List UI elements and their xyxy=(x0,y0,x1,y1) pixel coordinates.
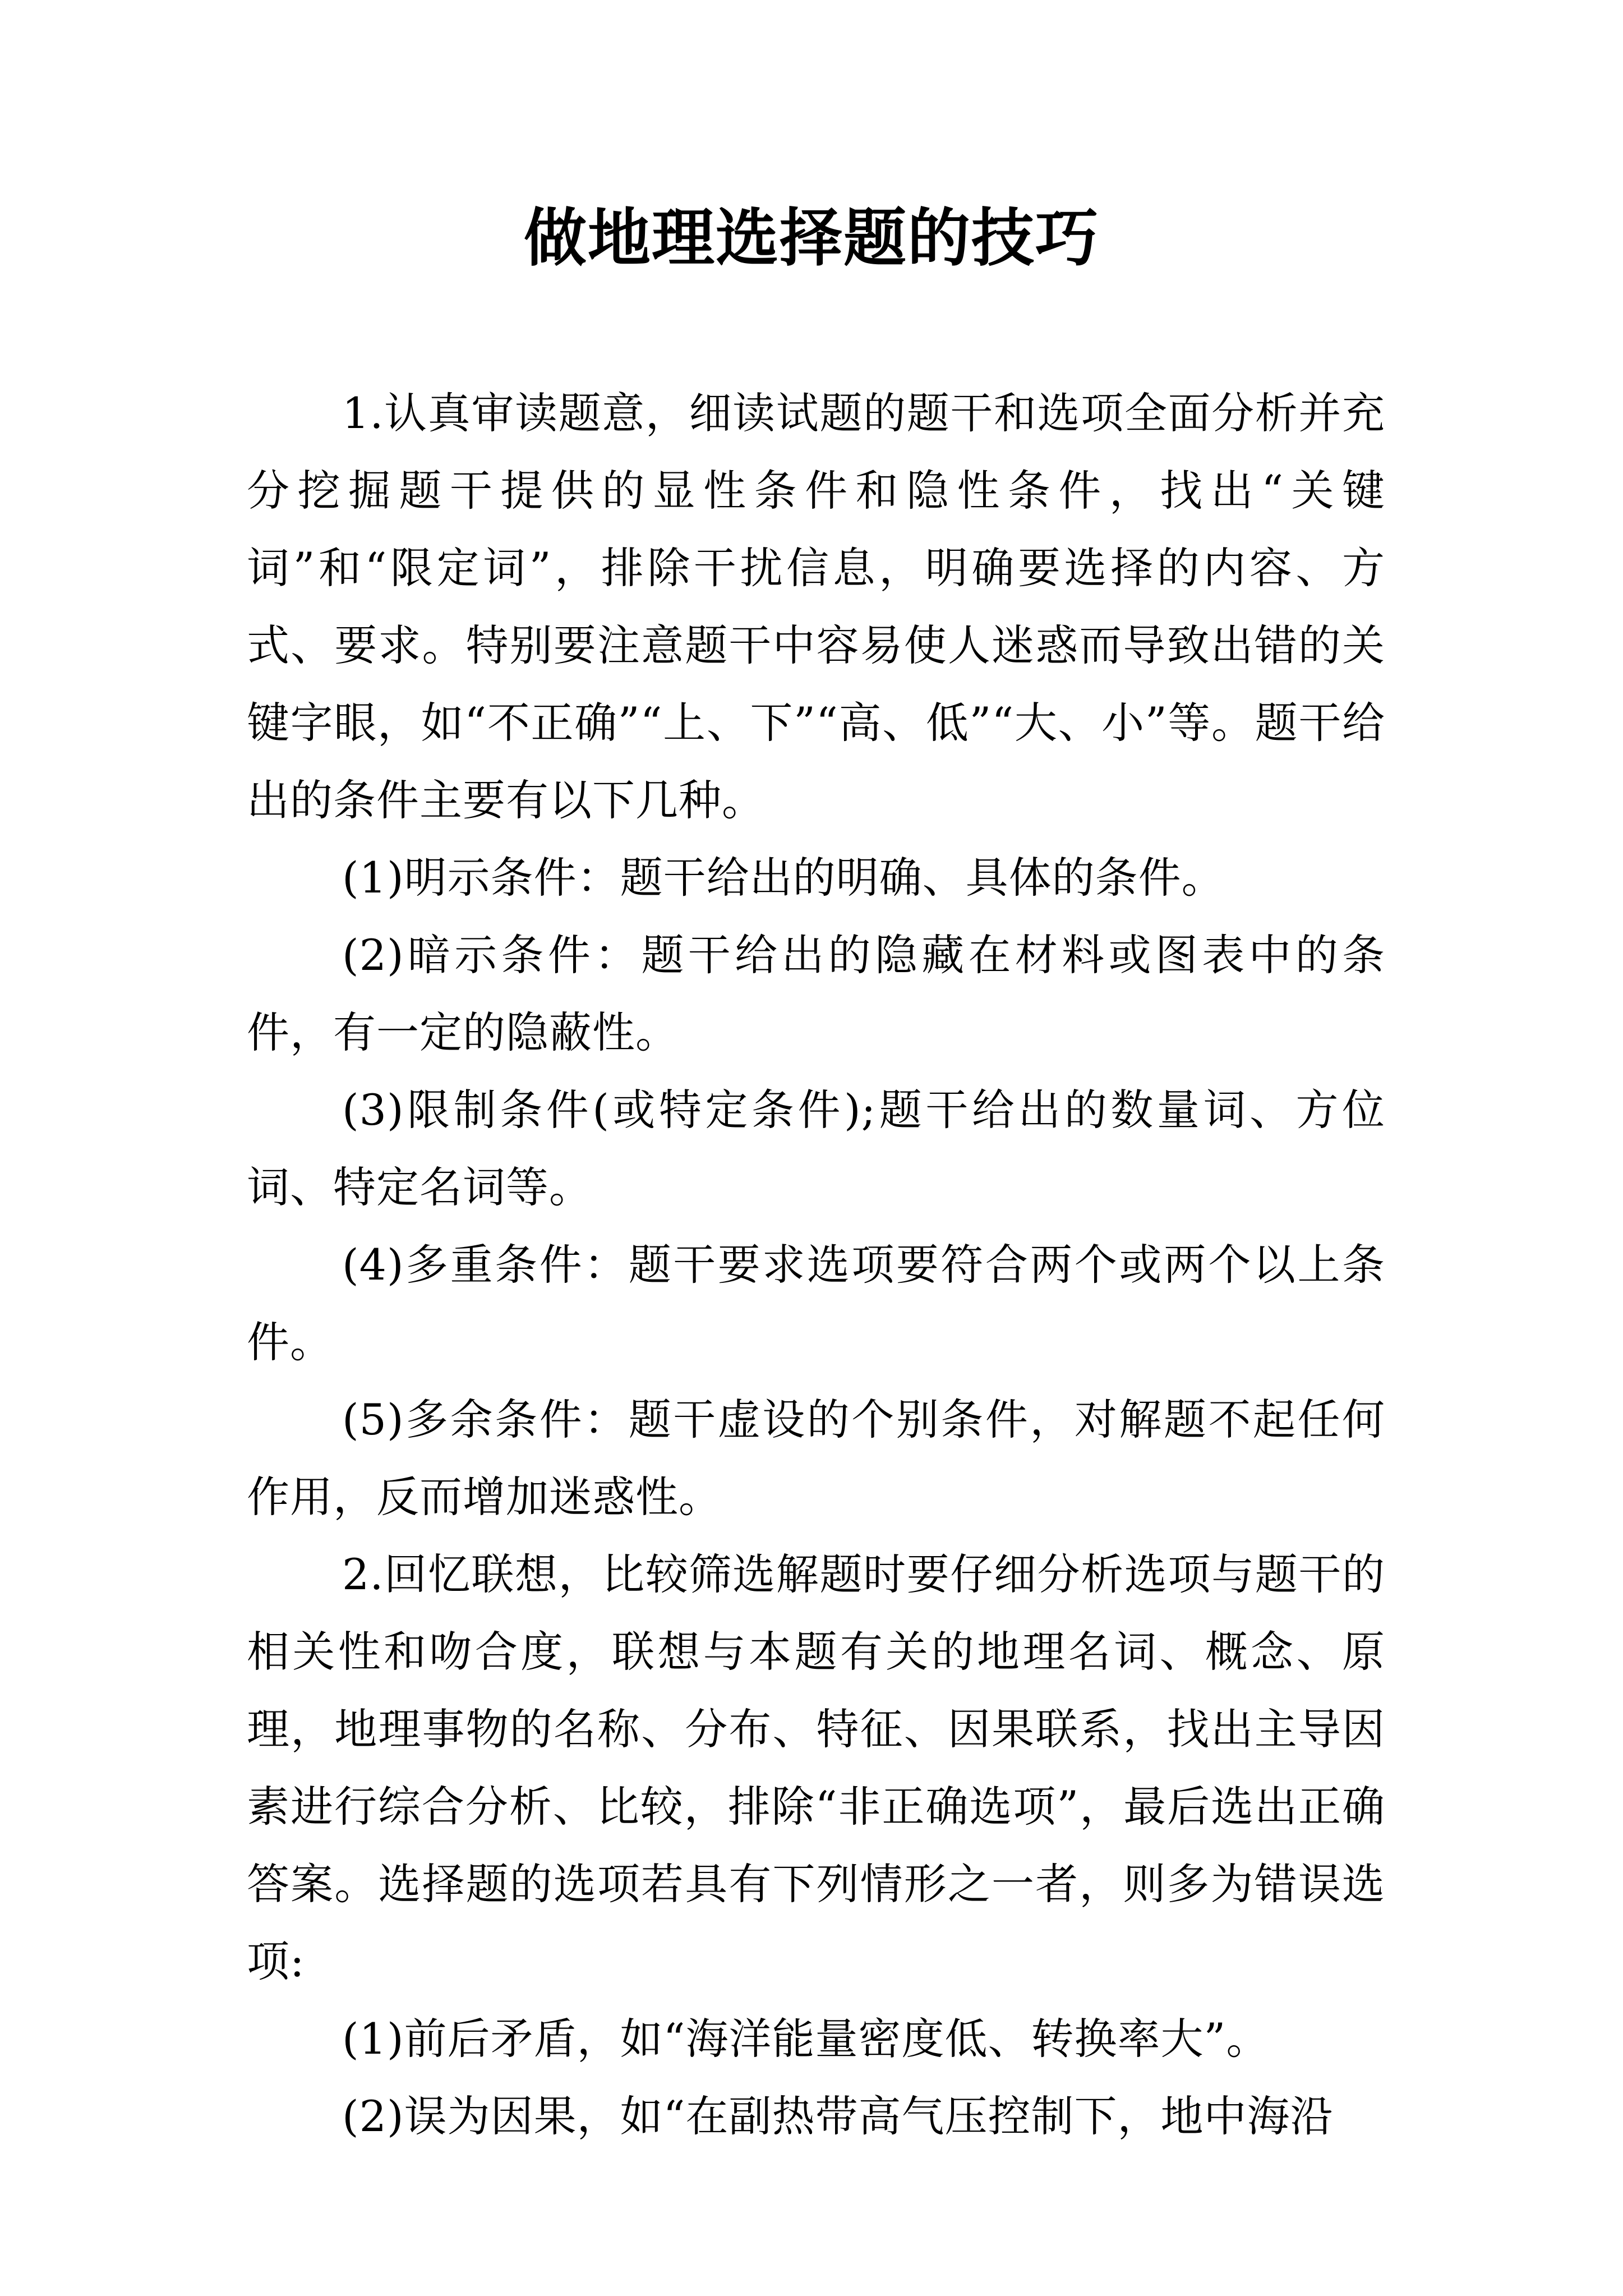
paragraph-2: 2.回忆联想，比较筛选解题时要仔细分析选项与题干的相关性和吻合度，联想与本题有关的地理名词、概念、原理，地理事物的名称、分布、特征、因果联系，找出主导因素进行综合分析、比较，排除“非正确选项”，最后选出正确答案。选择题的选项若具有下列情形之一者，则多为错误选项: xyxy=(247,1549,1385,1986)
paragraph-condition-2: (2)暗示条件：题干给出的隐藏在材料或图表中的条件，有一定的隐蔽性。 xyxy=(247,930,1385,1057)
document-title: 做地理选择题的技巧 xyxy=(524,201,1099,275)
paragraph-condition-5: (5)多余条件：题干虚设的个别条件，对解题不起任何作用，反而增加迷惑性。 xyxy=(247,1395,1385,1522)
paragraph-condition-3: (3)限制条件(或特定条件);题干给出的数量词、方位词、特定名词等。 xyxy=(247,1085,1385,1212)
paragraph-condition-1: (1)明示条件：题干给出的明确、具体的条件。 xyxy=(342,853,1225,903)
paragraph-1: 1.认真审读题意，细读试题的题干和选项全面分析并充分挖掘题干提供的显性条件和隐性条件，找出“关键词”和“限定词”，排除干扰信息，明确要选择的内容、方式、要求。特别要注意题干中容易使人迷惑而导致出错的关键字眼，如“不正确”“上、下”“高、低”“大、小”等。题干给出的条件主要有以下几种。 xyxy=(247,388,1385,825)
paragraph-option-1: (1)前后矛盾，如“海洋能量密度低、转换率大”。 xyxy=(342,2014,1270,2064)
paragraph-condition-4: (4)多重条件：题干要求选项要符合两个或两个以上条件。 xyxy=(247,1240,1385,1367)
paragraph-option-2: (2)误为因果，如“在副热带高气压控制下，地中海沿 xyxy=(342,2091,1334,2141)
document-body xyxy=(247,375,1385,2155)
